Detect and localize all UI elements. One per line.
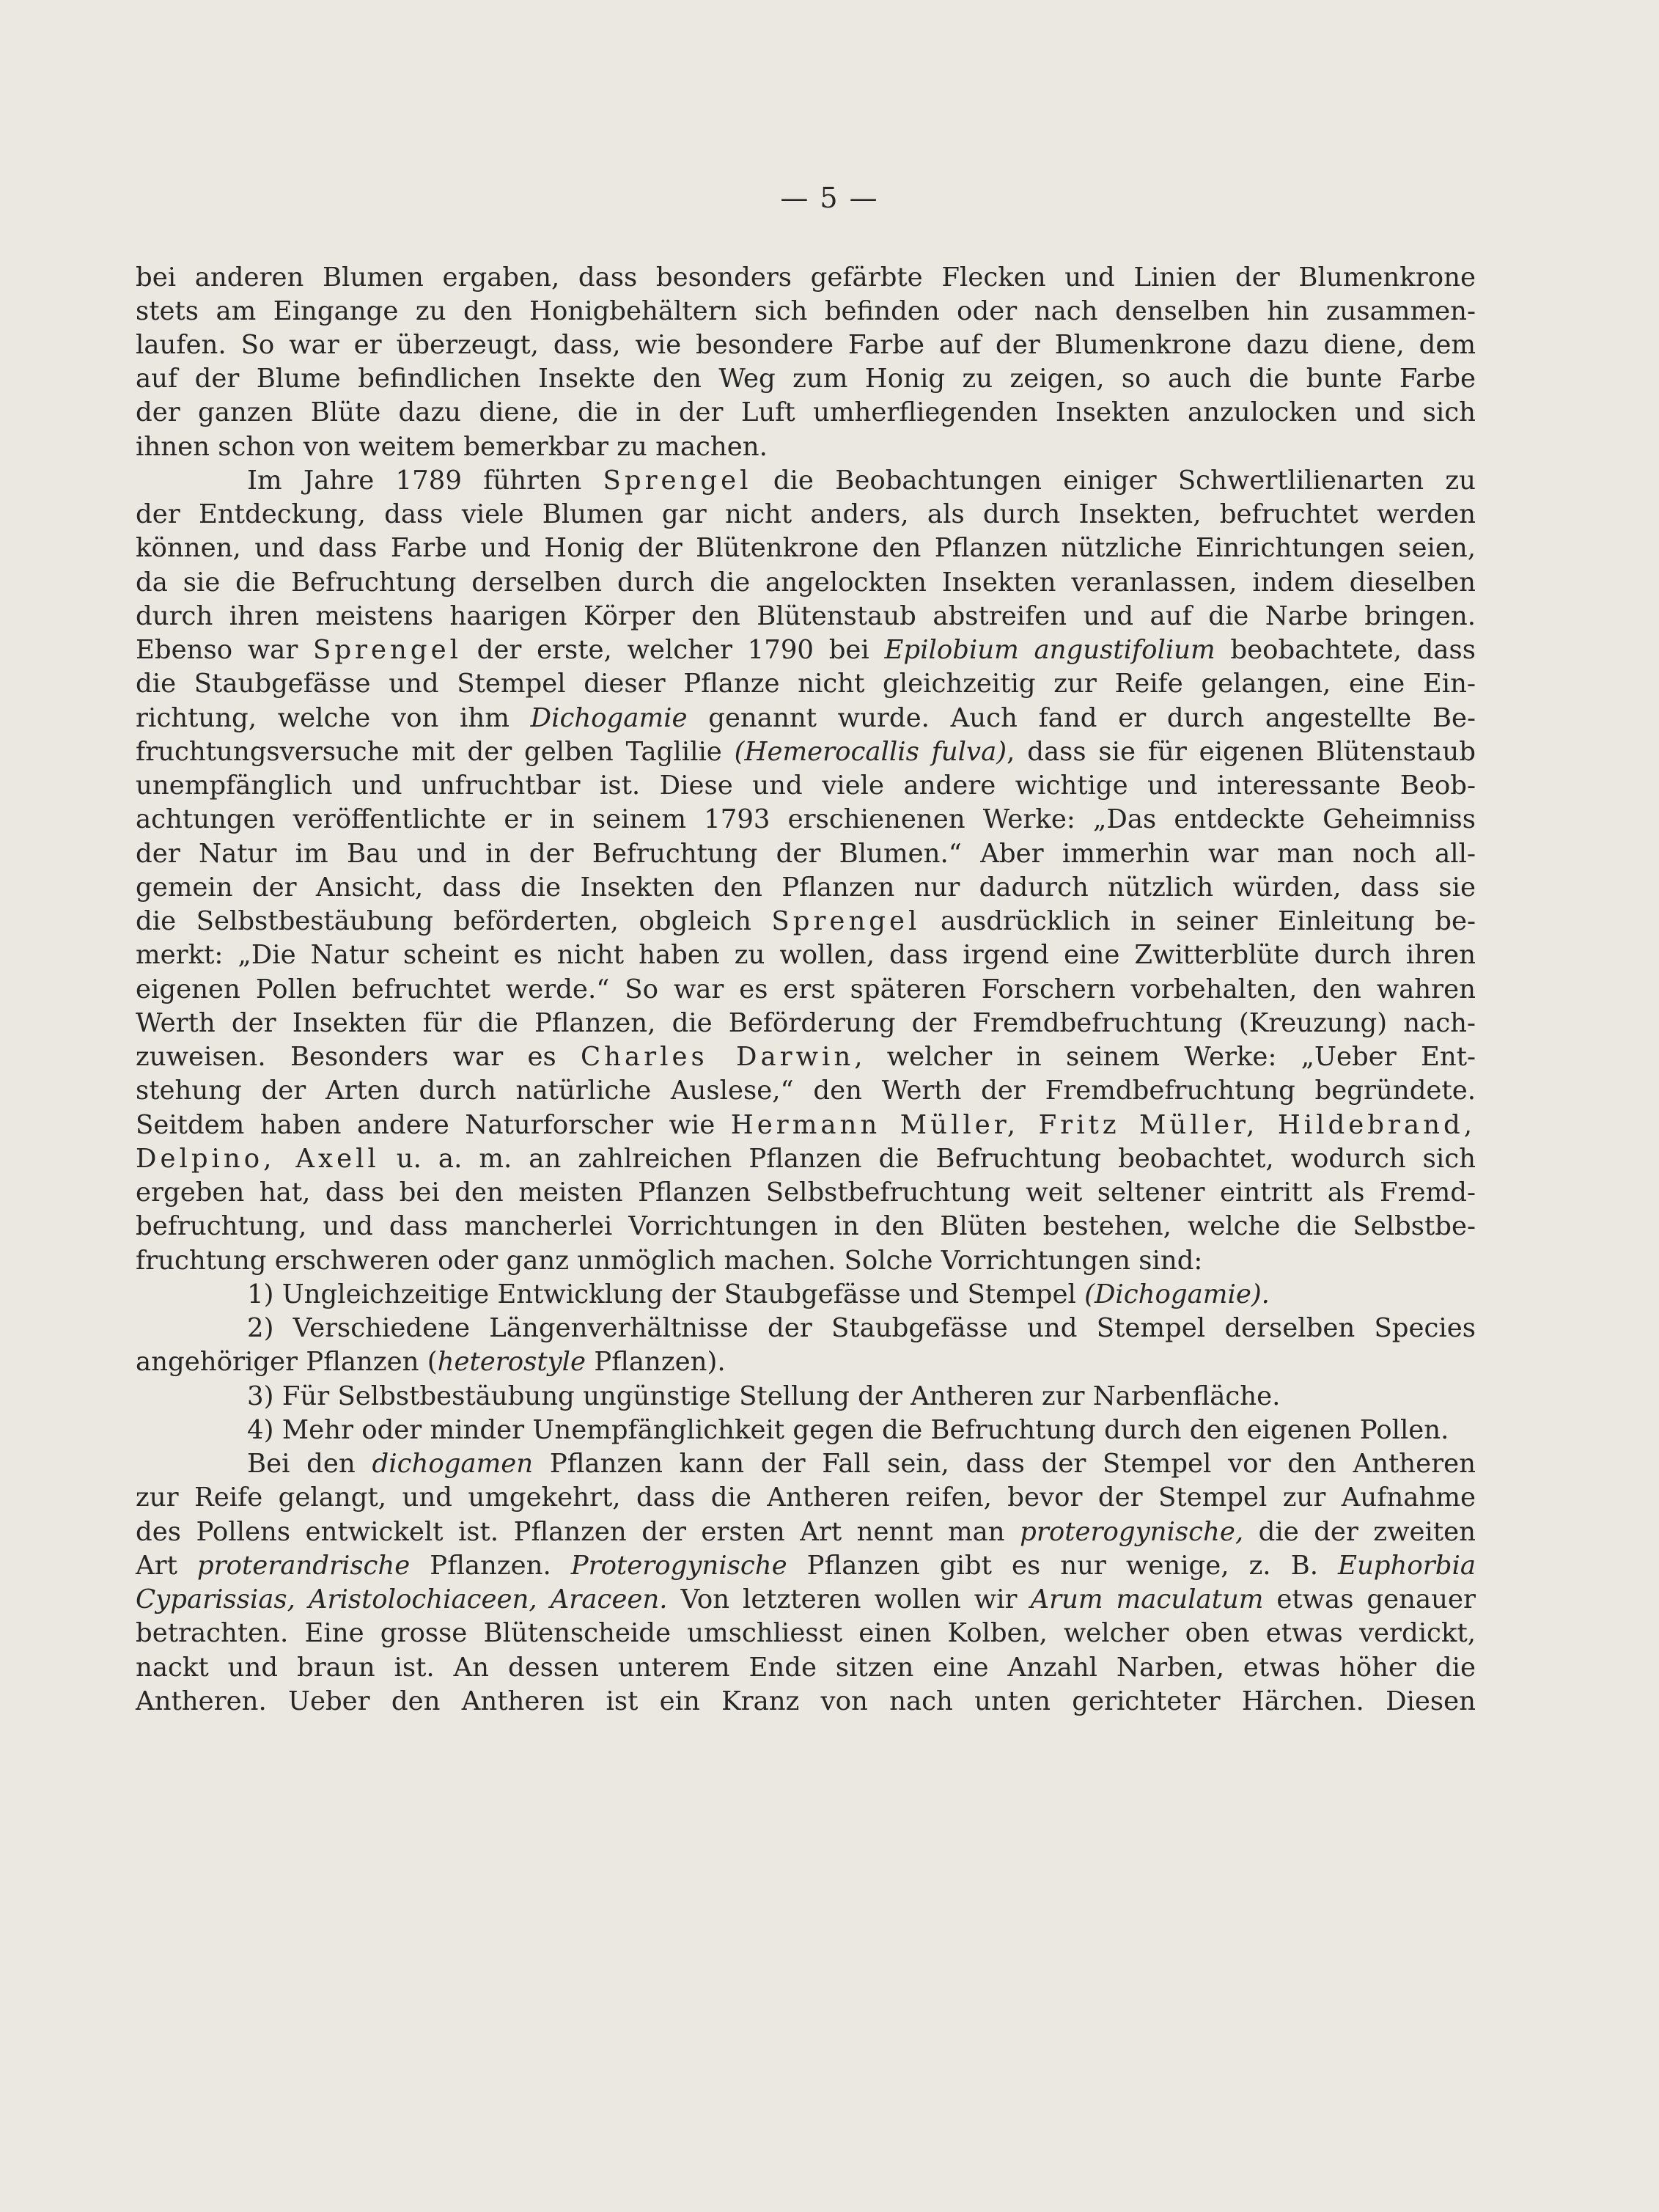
text-segment: die der zweiten [1243, 1517, 1476, 1547]
text-line [136, 1107, 1476, 1144]
text-line [136, 1208, 1476, 1245]
text-segment: richtung, welche von ihm [136, 703, 531, 733]
text-line [136, 1514, 1476, 1551]
text-line [136, 1683, 1476, 1720]
text-line [247, 1276, 1476, 1313]
text-segment: zur Reife gelangt, und umgekehrt, dass die Antheren reifen, bevor der Stempel zur Aufnahme [136, 1482, 1476, 1513]
italic-term: Epilobium angustifolium [884, 635, 1215, 665]
text-segment: Pflanzen). [586, 1347, 726, 1377]
text-segment: Im Jahre 1789 führten [247, 466, 603, 496]
text-segment: Werth der Insekten für die Pflanzen, die Beförderung der Fremdbefruchtung (Kreuzung) nach- [136, 1008, 1476, 1038]
text-segment: auf der Blume befindlichen Insekte den Weg zum Honig zu zeigen, so auch die bunte Farbe [136, 364, 1476, 394]
text-segment: Pflanzen gibt es nur wenige, z. B. [787, 1551, 1339, 1581]
text-segment: u. a. m. an zahlreichen Pflanzen die Befruchtung beobachtet, wodurch sich [379, 1144, 1476, 1174]
italic-term: proterogynische, [1020, 1517, 1244, 1547]
text-segment: Pflanzen. [410, 1551, 571, 1581]
text-segment: stets am Eingange zu den Honigbehältern sich befinden oder nach denselben hin zusammen- [136, 296, 1476, 326]
italic-term: Proterogynische [570, 1551, 787, 1581]
spaced-name: Hermann Müller, Fritz Müller, Hildebrand, [730, 1110, 1476, 1140]
text-segment: zuweisen. Besonders war es [136, 1042, 581, 1072]
text-line [247, 463, 1476, 499]
text-line [136, 1581, 1476, 1618]
text-line [247, 1310, 1476, 1347]
text-line [136, 1615, 1476, 1652]
text-line [136, 1073, 1476, 1109]
text-line [136, 293, 1476, 330]
text-segment: der ganzen Blüte dazu diene, die in der Luft umherfliegenden Insekten anzulocken und sich [136, 397, 1476, 427]
text-segment: fruchtung erschweren oder ganz unmöglich machen. Solche Vorrichtungen sind: [136, 1246, 1203, 1276]
text-line [247, 1378, 1476, 1415]
text-segment: Von letzteren wollen wir [667, 1584, 1031, 1614]
text-line [247, 1412, 1476, 1449]
text-line [136, 971, 1476, 1008]
text-line [136, 1175, 1476, 1211]
text-line [136, 768, 1476, 804]
text-segment: 4) Mehr oder minder Unempfänglichkeit gegen die Befruchtung durch den eigenen Pollen. [247, 1415, 1449, 1445]
text-line [136, 632, 1476, 669]
text-line [136, 1548, 1476, 1584]
text-line [136, 903, 1476, 940]
text-line [136, 1039, 1476, 1076]
text-segment: unempfänglich und unfruchtbar ist. Diese und viele andere wichtige und interessante Beob- [136, 771, 1476, 801]
text-segment: Ebenso war [136, 635, 313, 665]
text-line [136, 1005, 1476, 1042]
text-segment: , welcher in seinem Werke: „Ueber Ent- [854, 1042, 1476, 1072]
spaced-name: Charles Darwin [580, 1042, 855, 1072]
text-line [136, 1141, 1476, 1177]
text-segment: die Beobachtungen einiger Schwertlilienarten zu [751, 466, 1476, 496]
text-line [136, 836, 1476, 872]
text-line [136, 394, 1476, 431]
text-segment: , dass sie für eigenen Blütenstaub [1007, 737, 1476, 767]
italic-term: dichogamen [372, 1449, 534, 1479]
text-segment: beobachtete, dass [1215, 635, 1476, 665]
text-line [136, 260, 1476, 296]
italic-term: Arum maculatum [1030, 1584, 1264, 1614]
text-segment: genannt wurde. Auch fand er durch angestellte Be- [687, 703, 1476, 733]
text-segment: fruchtungsversuche mit der gelben Taglilie [136, 737, 735, 767]
text-segment: nackt und braun ist. An dessen unterem Ende sitzen eine Anzahl Narben, etwas höher die [136, 1653, 1476, 1683]
text-segment: da sie die Befruchtung derselben durch die angelockten Insekten veranlassen, indem dieselben [136, 567, 1476, 598]
text-segment: der Entdeckung, dass viele Blumen gar nicht anders, als durch Insekten, befruchtet werden [136, 499, 1476, 529]
page-number: — 5 — [780, 182, 879, 214]
text-segment: der Natur im Bau und in der Befruchtung der Blumen.“ Aber immerhin war man noch all- [136, 839, 1476, 869]
text-line [136, 327, 1476, 364]
text-segment: befruchtung, und dass mancherlei Vorrichtungen in den Blüten bestehen, welche die Selbstbe- [136, 1211, 1476, 1241]
text-segment: 1) Ungleichzeitige Entwicklung der Staubgefässe und Stempel [247, 1279, 1085, 1309]
text-line [136, 429, 1476, 466]
text-segment: gemein der Ansicht, dass die Insekten den Pflanzen nur dadurch nützlich würden, dass sie [136, 872, 1476, 903]
italic-term: heterostyle [437, 1347, 586, 1377]
text-segment: 2) Verschiedene Längenverhältnisse der Staubgefässe und Stempel derselben Species [247, 1313, 1476, 1343]
italic-term: Cyparissias, Aristolochiaceen, Araceen. [136, 1584, 668, 1614]
text-line [136, 937, 1476, 974]
text-line [136, 700, 1476, 737]
text-segment: durch ihren meistens haarigen Körper den Blütenstaub abstreifen und auf die Narbe bringen. [136, 601, 1476, 631]
text-line [136, 496, 1476, 533]
text-segment: die Staubgefässe und Stempel dieser Pflanze nicht gleichzeitig zur Reife gelangen, eine Ein- [136, 669, 1476, 699]
italic-term: proterandrische [196, 1551, 411, 1581]
italic-term: (Dichogamie). [1084, 1279, 1270, 1309]
text-segment: Bei den [247, 1449, 372, 1479]
text-line [136, 530, 1476, 567]
text-segment: Antheren. Ueber den Antheren ist ein Kranz von nach unten gerichteter Härchen. Diesen [136, 1686, 1476, 1716]
spaced-name: Sprengel [313, 635, 462, 665]
text-line [136, 565, 1476, 601]
text-segment: können, und dass Farbe und Honig der Blütenkrone den Pflanzen nützliche Einrichtungen seien, [136, 533, 1476, 563]
text-segment: ergeben hat, dass bei den meisten Pflanzen Selbstbefruchtung weit seltener eintritt als Fremd- [136, 1177, 1476, 1208]
text-line [136, 598, 1476, 635]
spaced-name: Sprengel [603, 466, 752, 496]
text-segment: des Pollens entwickelt ist. Pflanzen der ersten Art nennt man [136, 1517, 1020, 1547]
text-segment: laufen. So war er überzeugt, dass, wie besondere Farbe auf der Blumenkrone dazu diene, dem [136, 330, 1476, 360]
text-segment: die Selbstbestäubung beförderten, obgleich [136, 906, 772, 936]
text-line [136, 1344, 1476, 1381]
text-line [136, 361, 1476, 397]
text-segment: betrachten. Eine grosse Blütenscheide umschliesst einen Kolben, welcher oben etwas verdickt, [136, 1618, 1476, 1648]
text-segment: der erste, welcher 1790 bei [461, 635, 885, 665]
text-line [136, 1480, 1476, 1516]
spaced-name: Delpino, Axell [136, 1144, 380, 1174]
text-segment: eigenen Pollen befruchtet werde.“ So war es erst späteren Forschern vorbehalten, den wahren [136, 974, 1476, 1004]
italic-term: Euphorbia [1338, 1551, 1476, 1581]
text-segment: Art [136, 1551, 197, 1581]
text-line [136, 1650, 1476, 1686]
text-segment: achtungen veröffentlichte er in seinem 1793 erschienenen Werke: „Das entdeckte Geheimniss [136, 804, 1476, 834]
text-line [136, 734, 1476, 771]
text-segment: merkt: „Die Natur scheint es nicht haben zu wollen, dass irgend eine Zwitterblüte durch ihren [136, 940, 1476, 970]
text-line [136, 870, 1476, 906]
text-segment: stehung der Arten durch natürliche Auslese,“ den Werth der Fremdbefruchtung begründete. [136, 1076, 1476, 1106]
text-segment: Pflanzen kann der Fall sein, dass der Stempel vor den Antheren [533, 1449, 1476, 1479]
spaced-name: Sprengel [771, 906, 921, 936]
text-line [136, 666, 1476, 702]
text-line [136, 1243, 1476, 1279]
text-line [136, 801, 1476, 838]
text-segment: 3) Für Selbstbestäubung ungünstige Stellung der Antheren zur Narbenfläche. [247, 1381, 1281, 1411]
text-segment: etwas genauer [1263, 1584, 1476, 1614]
text-segment: bei anderen Blumen ergaben, dass besonders gefärbte Flecken und Linien der Blumenkrone [136, 262, 1476, 293]
text-segment: ausdrücklich in seiner Einleitung be- [920, 906, 1476, 936]
text-segment: angehöriger Pflanzen ( [136, 1347, 438, 1377]
italic-term: (Hemerocallis fulva) [734, 737, 1007, 767]
text-segment: ihnen schon von weitem bemerkbar zu machen. [136, 432, 768, 462]
text-segment: Seitdem haben andere Naturforscher wie [136, 1110, 731, 1140]
italic-term: Dichogamie [530, 703, 688, 733]
text-line [247, 1446, 1476, 1482]
